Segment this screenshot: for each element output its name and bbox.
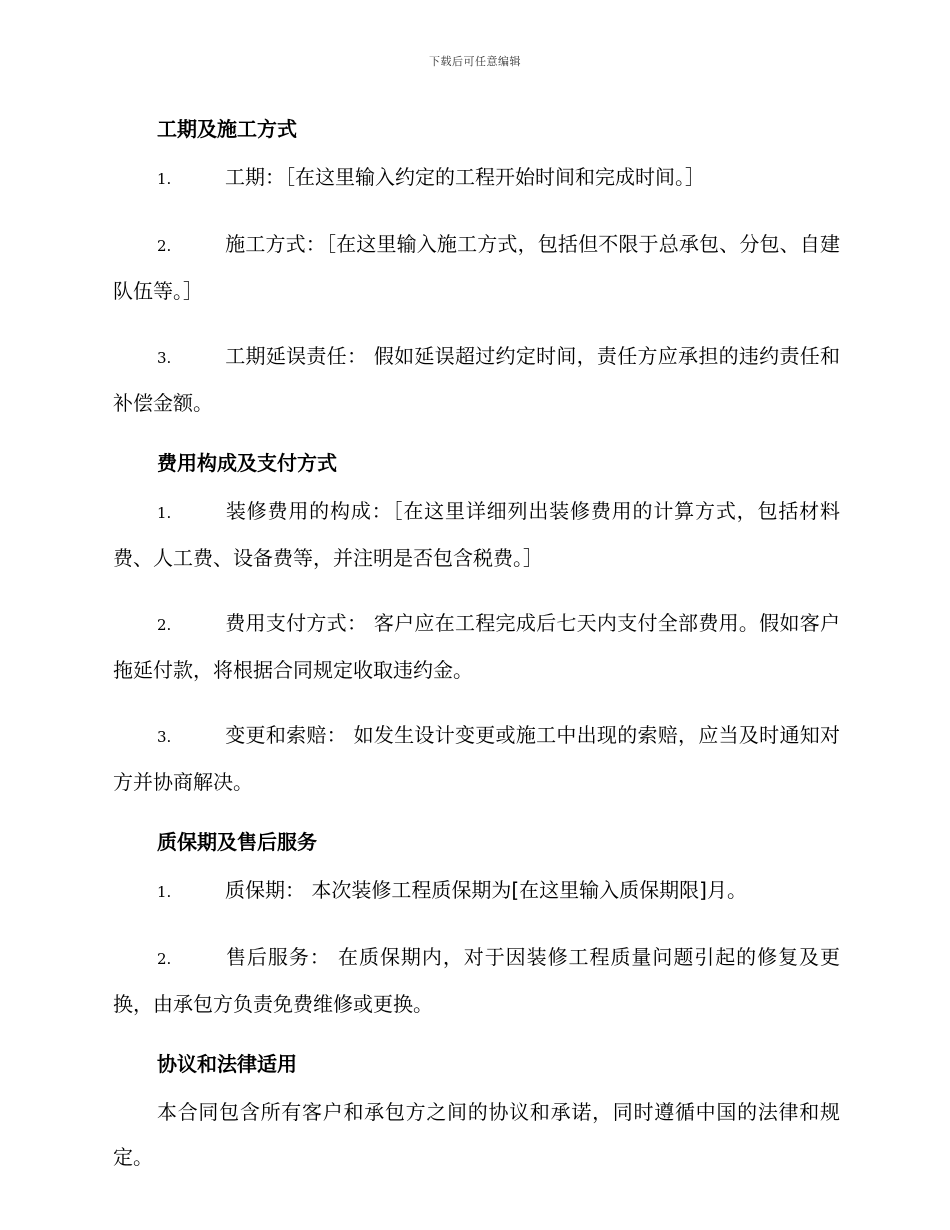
section-title: 费用构成及支付方式 (157, 451, 337, 475)
list-item (113, 334, 840, 426)
item-number: 2. (157, 237, 172, 255)
item-number: 1. (157, 504, 172, 522)
page-header-note: 下载后可任意编辑 (429, 55, 521, 68)
section-warranty (113, 825, 840, 1027)
section-schedule (113, 112, 840, 426)
item-text: 售后服务： 在质保期内，对于因装修工程质量问题引起的修复及更换，由承包方负责免费维修或更换。 (113, 945, 840, 1016)
document-body (113, 112, 840, 1200)
item-text: 质保期： 本次装修工程质保期为[在这里输入质保期限]月。 (225, 878, 747, 902)
paragraph: 本合同包含所有客户和承包方之间的协议和承诺，同时遵循中国的法律和规定。 (113, 1100, 840, 1169)
item-number: 2. (157, 950, 172, 968)
section-title: 质保期及售后服务 (157, 830, 317, 854)
list-item (113, 601, 840, 693)
section-title: 工期及施工方式 (157, 117, 297, 141)
item-number: 1. (157, 883, 172, 901)
section-title: 协议和法律适用 (157, 1052, 297, 1076)
section-agreement-law (113, 1047, 840, 1180)
list-item (113, 713, 840, 805)
item-text: 施工方式：［在这里输入施工方式，包括但不限于总承包、分包、自建队伍等。］ (113, 232, 840, 303)
list-item (113, 489, 840, 581)
item-text: 装修费用的构成：［在这里详细列出装修费用的计算方式，包括材料费、人工费、设备费等，并注明是否包含税费。］ (113, 499, 840, 570)
list-item (113, 935, 840, 1027)
item-text: 费用支付方式： 客户应在工程完成后七天内支付全部费用。假如客户拖延付款，将根据合同规定收取违约金。 (113, 611, 840, 682)
list-item (113, 155, 840, 202)
list-item (113, 868, 840, 915)
item-text: 变更和索赔： 如发生设计变更或施工中出现的索赔，应当及时通知对方并协商解决。 (113, 723, 840, 794)
item-text: 工期：［在这里输入约定的工程开始时间和完成时间。］ (225, 165, 705, 189)
section-fees (113, 446, 840, 805)
item-number: 2. (157, 616, 172, 634)
item-number: 3. (157, 728, 172, 746)
list-item (113, 222, 840, 314)
item-number: 1. (157, 170, 172, 188)
item-number: 3. (157, 349, 172, 367)
item-text: 工期延误责任： 假如延误超过约定时间，责任方应承担的违约责任和补偿金额。 (113, 344, 840, 415)
